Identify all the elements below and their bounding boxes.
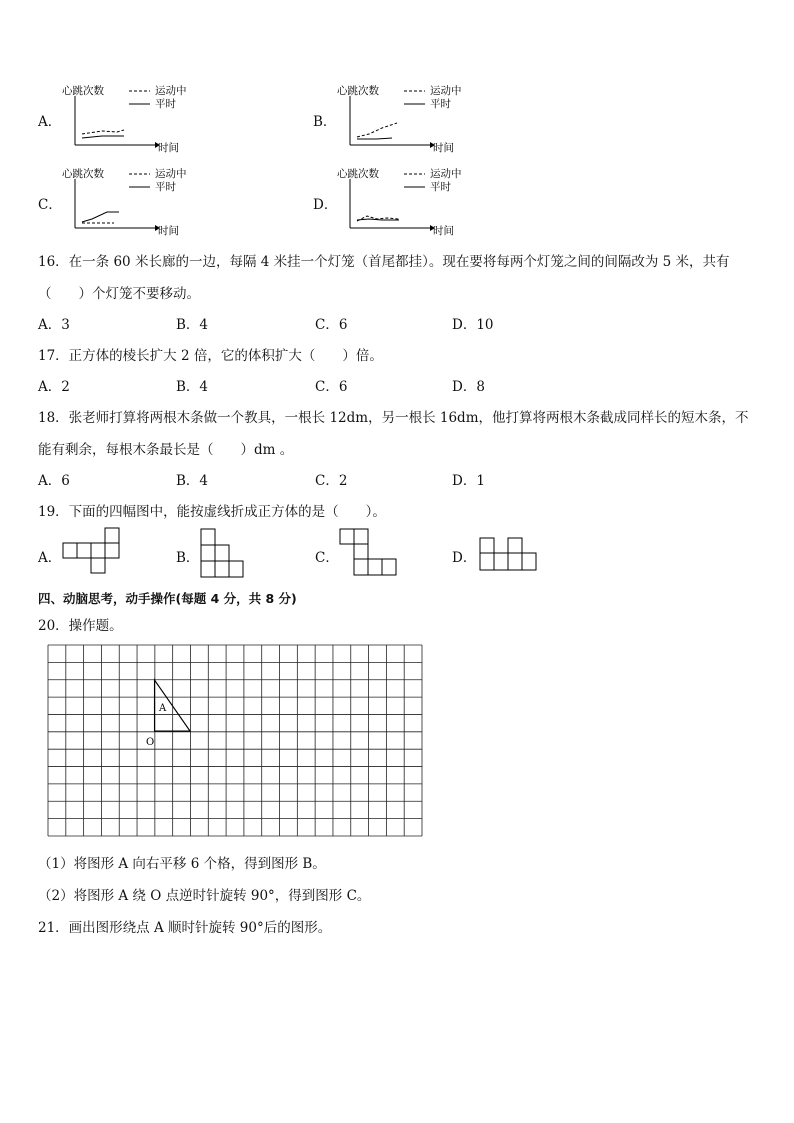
- chart-c-xlabel: 时间: [158, 225, 179, 237]
- q19-option-c[interactable]: C．: [315, 550, 339, 566]
- chart-a-xlabel: 时间: [158, 142, 179, 154]
- chart-c[interactable]: [62, 165, 212, 237]
- q18-text-line2: 能有剩余，每根木条最长是（ ）dm 。: [38, 442, 294, 458]
- chart-b-legend-solid-label: 平时: [430, 98, 451, 110]
- chart-d[interactable]: [337, 165, 487, 237]
- q17-option-b[interactable]: B．4: [176, 379, 209, 395]
- q19-option-a[interactable]: A．: [38, 550, 62, 566]
- chart-a-rest-line: [82, 136, 124, 138]
- chart-b[interactable]: [337, 82, 487, 154]
- chart-a-exercise-line: [82, 130, 124, 134]
- chart-d-legend-dash-label: 运动中: [430, 168, 462, 180]
- q19-option-b[interactable]: B．: [176, 550, 200, 566]
- q16-option-d[interactable]: D．10: [452, 317, 494, 333]
- q18-option-b[interactable]: B．4: [176, 473, 209, 489]
- chart-b-ylabel: 心跳次数: [337, 85, 379, 97]
- q17-option-d[interactable]: D．8: [452, 379, 485, 395]
- q19-net-c[interactable]: [339, 528, 401, 578]
- q17-option-a[interactable]: A．2: [38, 379, 70, 395]
- chart-b-exercise-line: [357, 123, 397, 137]
- q19-net-d[interactable]: [479, 537, 539, 573]
- q19-text: 19．下面的四幅图中，能按虚线折成正方体的是（ ）。: [38, 504, 386, 520]
- chart-c-legend-dash-label: 运动中: [155, 168, 187, 180]
- chart-c-ylabel: 心跳次数: [62, 168, 104, 180]
- q19-net-b[interactable]: [200, 528, 250, 580]
- q18-option-a[interactable]: A．6: [38, 473, 70, 489]
- q16-option-b[interactable]: B．4: [176, 317, 209, 333]
- option-c-label: C．: [38, 197, 62, 213]
- q20-grid[interactable]: [47, 644, 423, 837]
- q18-option-d[interactable]: D．1: [452, 473, 485, 489]
- chart-d-ylabel: 心跳次数: [337, 168, 379, 180]
- chart-d-xlabel: 时间: [433, 225, 454, 237]
- chart-d-legend-solid-label: 平时: [430, 181, 451, 193]
- chart-a[interactable]: [62, 82, 212, 154]
- q18-text-line1: 18．张老师打算将两根木条做一个教具，一根长 12dm，另一根长 16dm，他打算将两根木条截成同样长的短木条，不: [38, 410, 749, 426]
- q17-text: 17．正方体的棱长扩大 2 倍，它的体积扩大（ ）倍。: [38, 348, 383, 364]
- q20-sub1: （1）将图形 A 向右平移 6 个格，得到图形 B。: [38, 856, 326, 872]
- q20-sub2: （2）将图形 A 绕 O 点逆时针旋转 90°，得到图形 C。: [38, 888, 371, 904]
- chart-c-rest-line: [82, 212, 119, 222]
- q19-net-a[interactable]: [62, 528, 124, 576]
- q16-text-line2: （ ）个灯笼不要移动。: [38, 286, 200, 302]
- chart-a-legend-solid-label: 平时: [155, 98, 176, 110]
- q20-title: 20．操作题。: [38, 618, 123, 634]
- label-a: A: [159, 703, 167, 714]
- chart-b-legend-dash-label: 运动中: [430, 85, 462, 97]
- q18-option-c[interactable]: C．2: [315, 473, 348, 489]
- chart-b-rest-line: [357, 138, 392, 139]
- option-b-label: B．: [313, 114, 337, 130]
- q16-option-c[interactable]: C．6: [315, 317, 348, 333]
- option-d-label: D．: [313, 197, 338, 213]
- chart-b-xlabel: 时间: [433, 142, 454, 154]
- q16-text-line1: 16．在一条 60 米长廊的一边，每隔 4 米挂一个灯笼（首尾都挂）。现在要将每两个灯笼之间的间隔改为 5 米，共有: [38, 254, 730, 270]
- option-a-label: A．: [38, 114, 62, 130]
- q16-option-a[interactable]: A．3: [38, 317, 70, 333]
- q17-option-c[interactable]: C．6: [315, 379, 348, 395]
- section-heading: 四、动脑思考，动手操作(每题 4 分，共 8 分): [38, 591, 297, 606]
- chart-a-ylabel: 心跳次数: [62, 85, 104, 97]
- chart-a-legend-dash-label: 运动中: [155, 85, 187, 97]
- label-o: O: [146, 737, 155, 748]
- q21-text: 21．画出图形绕点 A 顺时针旋转 90°后的图形。: [38, 920, 332, 936]
- chart-c-legend-solid-label: 平时: [155, 181, 176, 193]
- q19-option-d[interactable]: D．: [452, 550, 477, 566]
